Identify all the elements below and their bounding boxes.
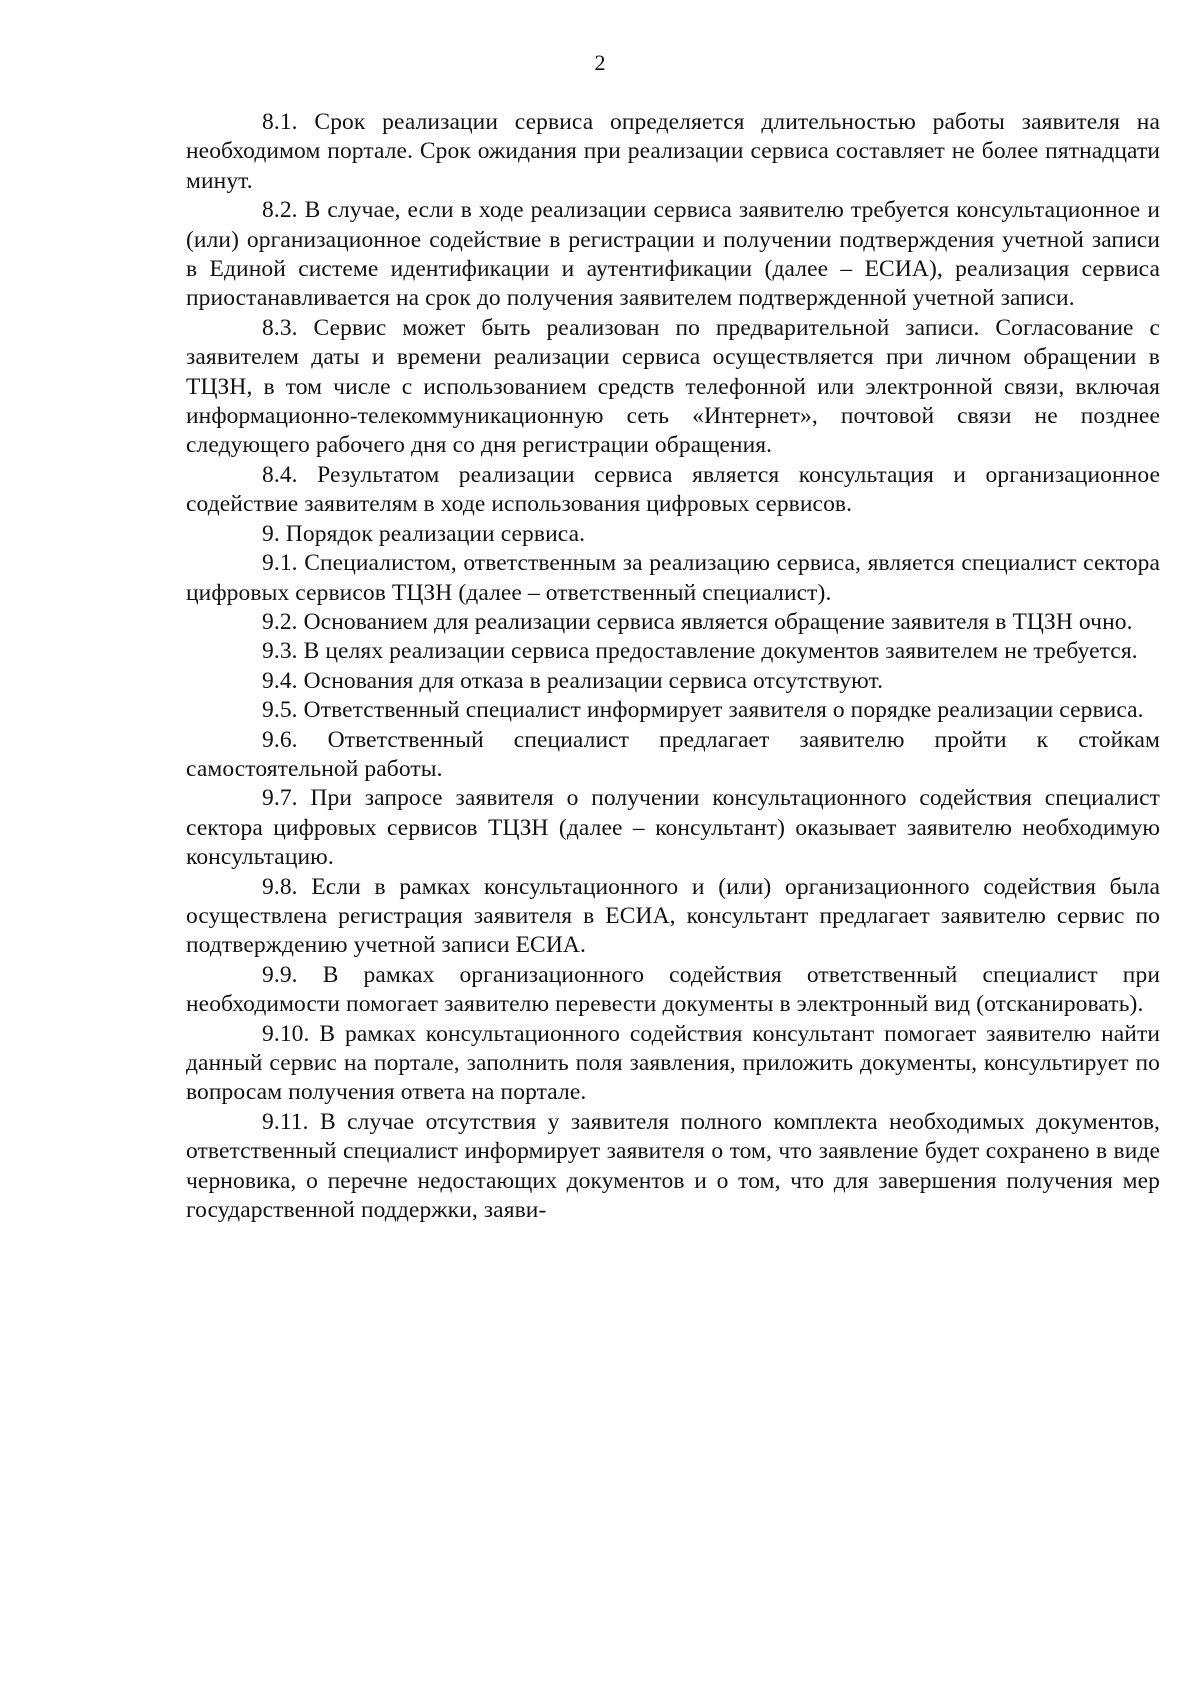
paragraph-9-8: 9.8. Если в рамках консультационного и (или) организационного содействия была осуществлена регистрация заявителя в ЕСИА, консультант предлагает заявителю сервис по подтверждению учетной записи ЕСИА. xyxy=(186,873,1160,959)
paragraph-8-3: 8.3. Сервис может быть реализован по предварительной записи. Согласование с заявителем даты и времени реализации сервиса осуществляется при личном обращении в ТЦЗН, в том числе с использованием средств телефонной или электронной связи, включая информационно-телекоммуникационную сеть «Интернет», почтовой связи не позднее следующего рабочего дня со дня регистрации обращения. xyxy=(186,314,1160,459)
paragraph-9-10: 9.10. В рамках консультационного содействия консультант помогает заявителю найти данный сервис на портале, заполнить поля заявления, приложить документы, консультирует по вопросам получения ответа на портале. xyxy=(186,1020,1160,1106)
paragraph-9-2: 9.2. Основанием для реализации сервиса является обращение заявителя в ТЦЗН очно. xyxy=(262,608,1133,635)
paragraph-9-6: 9.6. Ответственный специалист предлагает заявителю пройти к стойкам самостоятельной работы. xyxy=(186,726,1160,782)
paragraph-9-4: 9.4. Основания для отказа в реализации сервиса отсутствуют. xyxy=(262,667,884,694)
paragraph-9-7: 9.7. При запросе заявителя о получении консультационного содействия специалист сектора цифровых сервисов ТЦЗН (далее – консультант) оказывает заявителю необходимую консультацию. xyxy=(186,785,1160,871)
paragraph-8-1: 8.1. Срок реализации сервиса определяется длительностью работы заявителя на необходимом портале. Срок ожидания при реализации сервиса составляет не более пятнадцати минут. xyxy=(186,109,1160,194)
paragraph-8-2: 8.2. В случае, если в ходе реализации сервиса заявителю требуется консультационное и (или) организационное содействие в регистрации и получении подтверждения учетной записи в Единой системе идентификации и аутентификации (далее – ЕСИА), реализация сервиса приостанавливается на срок до получения заявителем подтвержденной учетной записи. xyxy=(186,197,1160,312)
paragraph-9-1: 9.1. Специалистом, ответственным за реализацию сервиса, является специалист сектора цифровых сервисов ТЦЗН (далее – ответственный специалист). xyxy=(186,550,1160,606)
paragraph-9-11: 9.11. В случае отсутствия у заявителя полного комплекта необходимых документов, ответственный специалист информирует заявителя о том, что заявление будет сохранено в виде черновика, о перечне недостающих документов и о том, что для завершения получения мер государственной поддержки, заяви- xyxy=(186,1108,1160,1224)
document-body xyxy=(186,108,1160,1225)
paragraph-9-9: 9.9. В рамках организационного содействия ответственный специалист при необходимости помогает заявителю перевести документы в электронный вид (отсканировать). xyxy=(186,961,1160,1018)
section-9-heading: 9. Порядок реализации сервиса. xyxy=(262,520,586,547)
page-number: 2 xyxy=(594,50,606,75)
paragraph-8-4: 8.4. Результатом реализации сервиса является консультация и организационное содействие заявителям в ходе использования цифровых сервисов. xyxy=(186,461,1160,518)
paragraph-9-5: 9.5. Ответственный специалист информирует заявителя о порядке реализации сервиса. xyxy=(262,697,1144,724)
paragraph-9-3: 9.3. В целях реализации сервиса предоставление документов заявителем не требуется. xyxy=(262,638,1138,665)
